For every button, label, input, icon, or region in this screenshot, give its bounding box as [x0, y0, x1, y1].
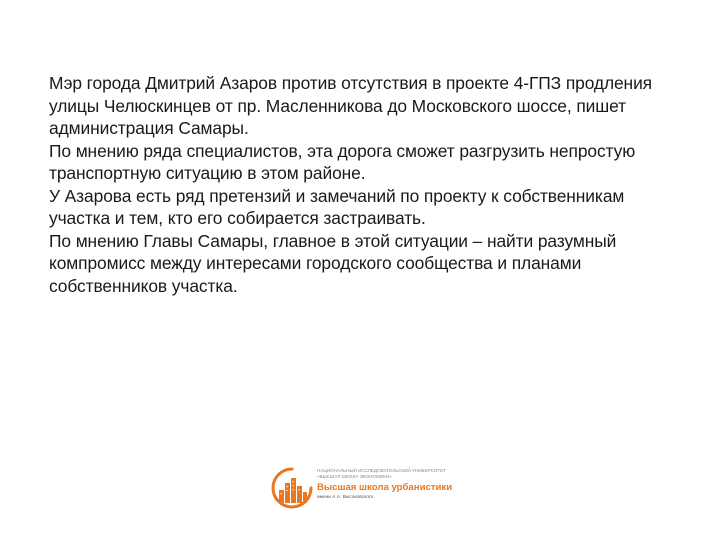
logo-subtitle: имени А.А. Высоковского	[317, 495, 374, 500]
logo-hse-line: «ВЫСШАЯ ШКОЛА ЭКОНОМИКИ»	[317, 474, 392, 479]
paragraph-2: По мнению ряда специалистов, эта дорога сможет разгрузить непростую транспортную ситуацию в этом районе.	[49, 140, 636, 183]
paragraph-4: По мнению Главы Самары, главное в этой ситуации – найти разумный компромисс между интересами городского сообщества и планами собственников участка.	[49, 230, 617, 296]
logo-text	[317, 468, 452, 501]
body-text	[49, 72, 689, 297]
city-skyline-icon	[270, 466, 314, 510]
paragraph-3: У Азарова есть ряд претензий и замечаний по проекту к собственникам участка и тем, кто его собирается застраивать.	[49, 185, 625, 228]
hse-urban-school-logo	[270, 466, 470, 512]
logo-university-line: НАЦИОНАЛЬНЫЙ ИССЛЕДОВАТЕЛЬСКИЙ УНИВЕРСИТЕТ	[317, 468, 446, 473]
logo-school-name: Высшая школа урбанистики	[317, 482, 453, 493]
paragraph-1: Мэр города Дмитрий Азаров против отсутствия в проекте 4-ГПЗ продления улицы Челюскинцев от пр. Масленникова до Московского шоссе, пишет администрация Самары.	[49, 73, 652, 138]
